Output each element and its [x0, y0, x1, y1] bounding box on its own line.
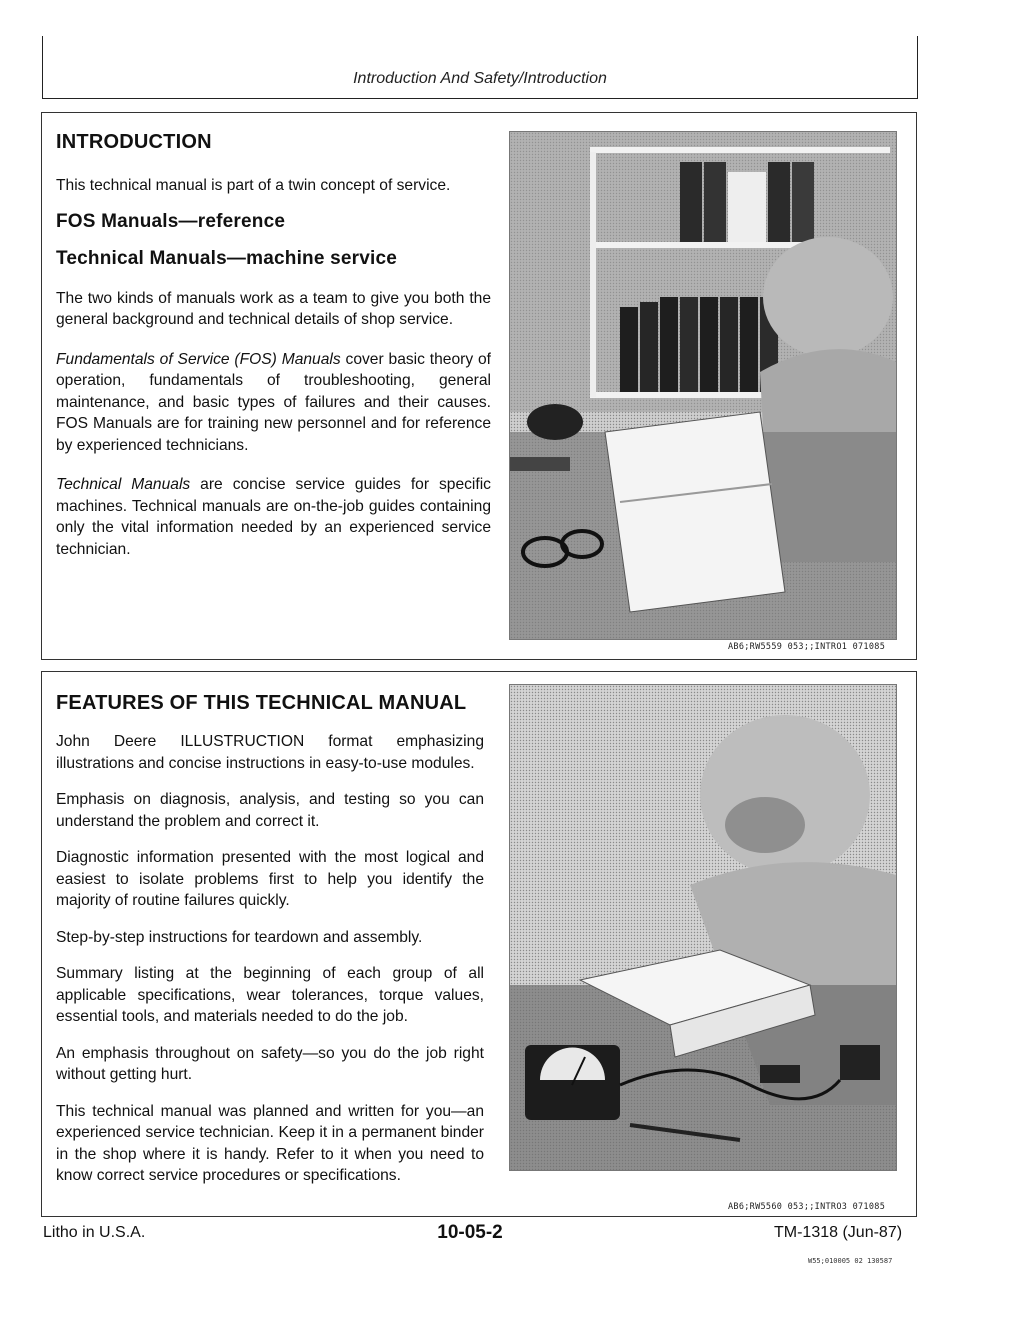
technical-manuals-subheading: Technical Manuals—machine service: [56, 247, 398, 269]
technician-at-bookshelf-photo: [509, 131, 897, 640]
fos-manuals-title: Fundamentals of Service (FOS) Manuals: [56, 350, 341, 368]
technician-with-multimeter-photo: [509, 684, 897, 1171]
introduction-paragraph-2-text: cover basic theory of operation, fundamentals of troubleshooting, general maintenance, and basic types of failures and their causes. FOS Manuals are for training new personnel and for reference by experienced technicians.: [56, 350, 491, 454]
page-header-title: Introduction And Safety/Introduction: [353, 70, 607, 87]
feature-item: Emphasis on diagnosis, analysis, and testing so you can understand the problem and correct it.: [56, 791, 484, 830]
introduction-section: [41, 112, 917, 660]
feature-item: Diagnostic information presented with the most logical and easiest to isolate problems first to help you identify the majority of routine failures quickly.: [56, 849, 484, 909]
features-section: [41, 671, 917, 1217]
footer-litho: Litho in U.S.A.: [43, 1224, 146, 1241]
technical-manuals-title: Technical Manuals: [56, 476, 191, 493]
page-header-frame: [42, 36, 918, 99]
introduction-photo-caption: AB6;RW5559 053;;INTRO1 071085: [728, 642, 886, 652]
introduction-paragraph-2: [56, 349, 491, 457]
feature-item: John Deere ILLUSTRUCTION format emphasizing illustrations and concise instructions in easy-to-use modules.: [56, 733, 484, 772]
footer-code: W55;010005 02 130587: [808, 1257, 893, 1265]
feature-item: Summary listing at the beginning of each group of all applicable specifications, wear tolerances, torque values, essential tools, and materials needed to do the job.: [56, 965, 484, 1025]
feature-item: An emphasis throughout on safety—so you do the job right without getting hurt.: [56, 1044, 484, 1083]
manual-number: TM-1318 (Jun-87): [774, 1224, 903, 1241]
introduction-paragraph-1: The two kinds of manuals work as a team to give you both the general background and technical details of shop service.: [56, 289, 491, 328]
introduction-paragraph-3: [56, 474, 491, 560]
feature-item: This technical manual was planned and written for you—an experienced service technician. Keep it in a permanent binder in the shop where it is handy. Refer to it when you need to know correct service procedures or specifications.: [56, 1102, 484, 1184]
introduction-text-column: [56, 131, 491, 560]
features-heading: FEATURES OF THIS TECHNICAL MANUAL: [56, 692, 467, 714]
features-photo-caption: AB6;RW5560 053;;INTRO3 071085: [728, 1202, 886, 1212]
introduction-paragraph-3-text: are concise service guides for specific machines. Technical manuals are on-the-job guides containing only the vital information needed by an experienced service technician.: [56, 476, 491, 558]
features-text-column: [56, 692, 484, 1187]
introduction-heading: INTRODUCTION: [56, 131, 212, 153]
introduction-lead: This technical manual is part of a twin concept of service.: [56, 177, 451, 194]
features-list: [56, 731, 484, 1187]
page-number: 10-05-2: [437, 1222, 503, 1243]
feature-item: Step-by-step instructions for teardown and assembly.: [56, 928, 423, 946]
fos-manuals-subheading: FOS Manuals—reference: [56, 210, 286, 232]
